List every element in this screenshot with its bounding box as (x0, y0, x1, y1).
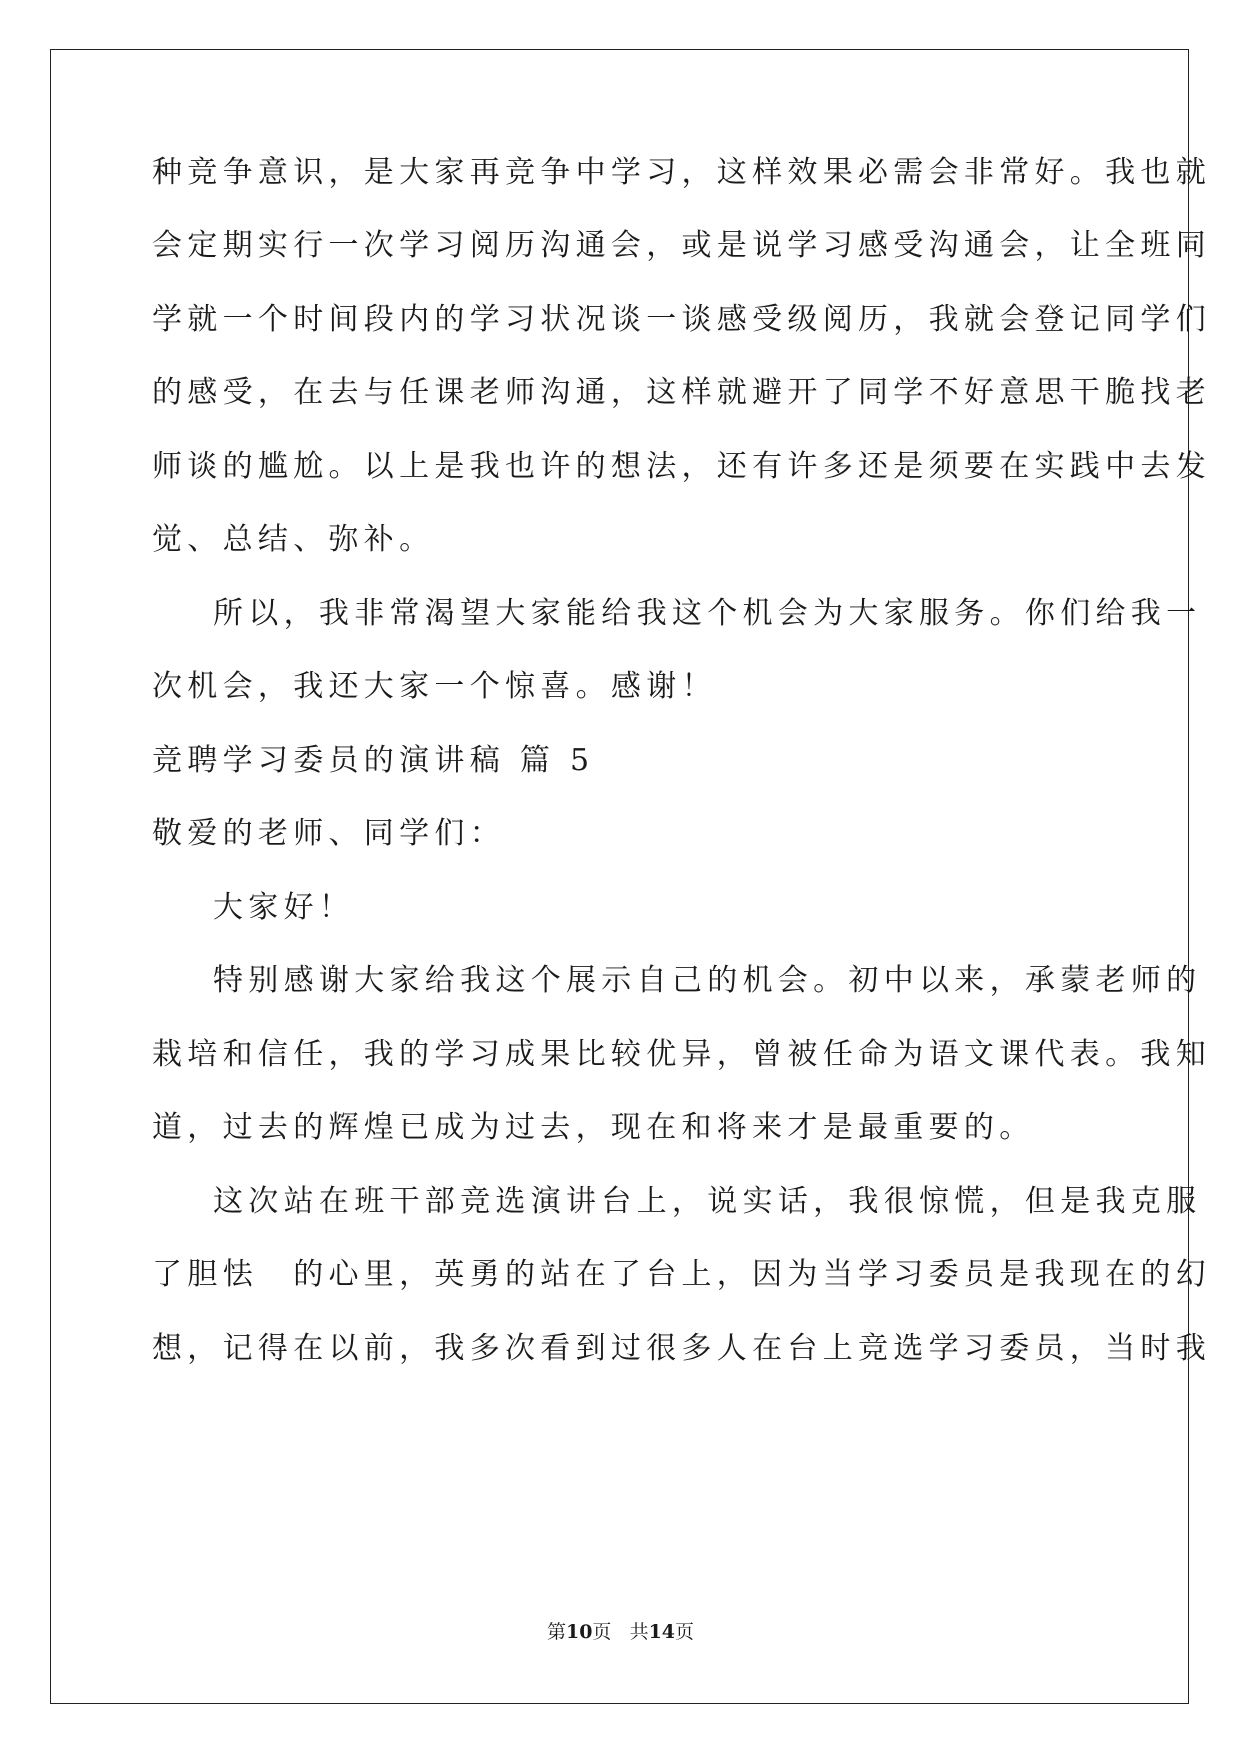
paragraph-line: 学就一个时间段内的学习状况谈一谈感受级阅历，我就会登记同学们 (152, 302, 1211, 337)
section-heading: 竞聘学习委员的演讲稿 篇 5 (152, 743, 595, 778)
paragraph-line: 了胆怯 的心里，英勇的站在了台上，因为当学习委员是我现在的幻 (152, 1257, 1211, 1292)
paragraph-line: 想，记得在以前，我多次看到过很多人在台上竞选学习委员，当时我 (152, 1331, 1211, 1366)
page-border (50, 49, 1189, 1704)
paragraph-line: 种竞争意识，是大家再竞争中学习，这样效果必需会非常好。我也就 (152, 155, 1211, 190)
paragraph-line: 会定期实行一次学习阅历沟通会，或是说学习感受沟通会，让全班同 (152, 228, 1211, 263)
paragraph-line: 特别感谢大家给我这个展示自己的机会。初中以来，承蒙老师的 (213, 963, 1202, 998)
footer-total-prefix: 共 (629, 1621, 649, 1643)
paragraph-line: 所以，我非常渴望大家能给我这个机会为大家服务。你们给我一 (213, 596, 1202, 631)
paragraph-line: 道，过去的辉煌已成为过去，现在和将来才是最重要的。 (152, 1110, 1035, 1145)
page-footer (0, 1620, 1241, 1644)
salutation: 敬爱的老师、同学们： (152, 816, 505, 851)
footer-page-suffix: 页 (592, 1621, 612, 1643)
footer-prefix: 第 (546, 1621, 566, 1643)
footer-total-suffix: 页 (675, 1621, 695, 1643)
current-page-number: 10 (565, 1621, 593, 1643)
total-page-count: 14 (648, 1621, 676, 1643)
paragraph-line: 栽培和信任，我的学习成果比较优异，曾被任命为语文课代表。我知 (152, 1037, 1211, 1072)
paragraph-line: 的感受，在去与任课老师沟通，这样就避开了同学不好意思干脆找老 (152, 375, 1211, 410)
paragraph-line: 次机会，我还大家一个惊喜。感谢！ (152, 669, 717, 704)
paragraph-line: 这次站在班干部竞选演讲台上，说实话，我很惊慌，但是我克服 (213, 1184, 1202, 1219)
paragraph-line: 觉、总结、弥补。 (152, 522, 435, 557)
greeting: 大家好！ (213, 890, 355, 925)
paragraph-line: 师谈的尴尬。以上是我也许的想法，还有许多还是须要在实践中去发 (152, 449, 1211, 484)
